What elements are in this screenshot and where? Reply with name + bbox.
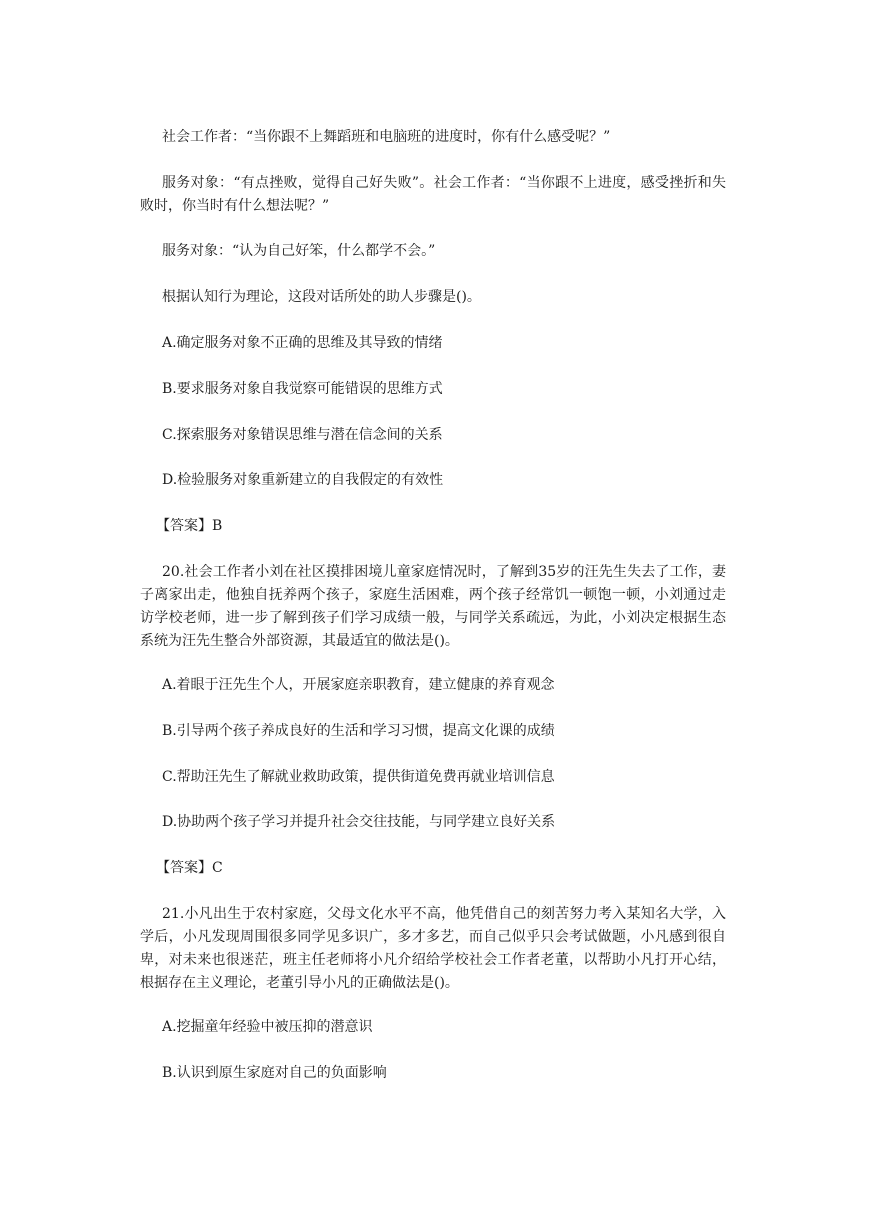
- question-19-option-c: C.探索服务对象错误思维与潜在信念间的关系: [162, 427, 443, 443]
- question-20-option-a: A.着眼于汪先生个人，开展家庭亲职教育，建立健康的养育观念: [162, 677, 555, 693]
- question-19-option-a: A.确定服务对象不正确的思维及其导致的情绪: [162, 335, 443, 351]
- question-19-option-b: B.要求服务对象自我觉察可能错误的思维方式: [162, 381, 443, 397]
- question-19-answer: 【答案】B: [156, 518, 223, 534]
- question-20-stem: 20.社会工作者小刘在社区摸排困境儿童家庭情况时，了解到35岁的汪先生失去了工作，妻子离家出走，他独自抚养两个孩子，家庭生活困难，两个孩子经常饥一顿饱一顿，小刘通过走访学校老师，进一步了解到孩子们学习成绩一般，与同学关系疏远，为此，小刘决定根据生态系统为汪先生整合外部资源，其最适宜的做法是()。: [140, 564, 726, 649]
- question-20-option-b: B.引导两个孩子养成良好的生活和学习习惯，提高文化课的成绩: [162, 723, 555, 739]
- question-21-option-a: A.挖掘童年经验中被压抑的潜意识: [162, 1019, 373, 1035]
- question-19-stem: 根据认知行为理论，这段对话所处的助人步骤是()。: [162, 289, 481, 305]
- question-21-stem: 21.小凡出生于农村家庭，父母文化水平不高，他凭借自己的刻苦努力考入某知名大学，入学后，小凡发现周围很多同学见多识广，多才多艺，而自己似乎只会考试做题，小凡感到很自卑，对未来也很迷茫，班主任老师将小凡介绍给学校社会工作者老董，以帮助小凡打开心结，根据存在主义理论，老董引导小凡的正确做法是()。: [140, 906, 726, 991]
- question-21-option-b: B.认识到原生家庭对自己的负面影响: [162, 1065, 387, 1081]
- question-20-answer: 【答案】C: [156, 860, 223, 876]
- question-20-option-d: D.协助两个孩子学习并提升社会交往技能，与同学建立良好关系: [162, 814, 556, 830]
- dialogue-social-worker-1: 社会工作者：“当你跟不上舞蹈班和电脑班的进度时，你有什么感受呢？”: [162, 129, 611, 145]
- question-20-option-c: C.帮助汪先生了解就业救助政策，提供街道免费再就业培训信息: [162, 769, 555, 785]
- dialogue-client-2: 服务对象：“认为自己好笨，什么都学不会。”: [162, 243, 436, 259]
- dialogue-client-1: 服务对象：“有点挫败，觉得自己好失败”。社会工作者：“当你跟不上进度，感受挫折和失败时，你当时有什么想法呢？”: [140, 175, 726, 214]
- question-19-option-d: D.检验服务对象重新建立的自我假定的有效性: [162, 472, 444, 488]
